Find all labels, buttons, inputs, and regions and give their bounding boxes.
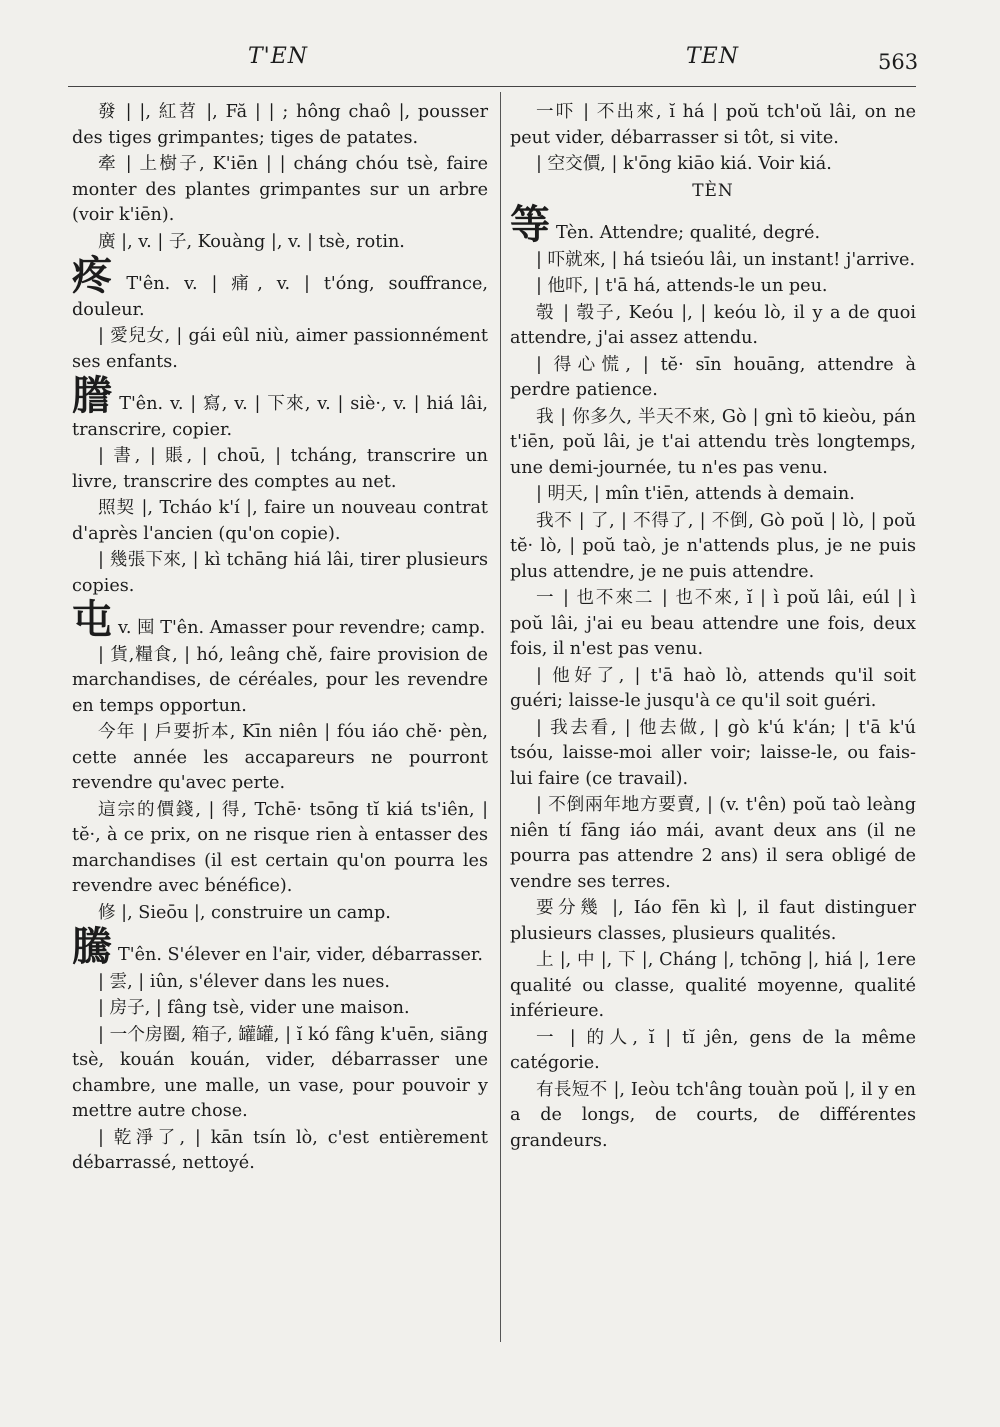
sub-entry: 發 | |, 紅苕 |, Fă | | ; hông chaô |, pousser des tiges grimpantes; tiges de patates. <box>72 102 488 148</box>
sub-entry: | 雲, | iûn, s'élever dans les nues. <box>98 971 391 992</box>
headword-entry <box>510 202 916 248</box>
sub-entry: | 吓就來, | há tsieóu lâi, un instant! j'arrive. <box>536 249 916 270</box>
sub-entry: | 得心慌, | tĕ· sīn houāng, attendre à perdre patience. <box>510 354 916 400</box>
headword-entry <box>72 597 488 643</box>
sub-entry: 一 | 的人, ĭ | tĭ jên, gens de la même catégorie. <box>510 1027 916 1073</box>
sub-entry: | 愛兒女, | gái eûl niù, aimer passionnément ses enfants. <box>72 326 488 372</box>
headword-character: 騰 <box>72 924 112 970</box>
sub-entry: 我 | 你多久, 半天不來, Gò | gnì tō kieòu, pán t'iēn, poŭ lâi, je t'ai attendu très longtemps, une demi-journée, tu n'es pas venu. <box>510 406 916 478</box>
sub-entry: 一 | 也不來二 | 也不來, ĭ | ì poŭ lâi, eúl | ì poŭ lâi, j'ai eu beau attendre une fois, deux fois, il n'est pas venu. <box>510 588 916 659</box>
sub-entry: 一吓 | 不出來, ĭ há | poŭ tch'oŭ lâi, on ne peut vider, débarrasser si tôt, si vite. <box>510 102 916 148</box>
sub-entry: | 明天, | mîn t'iēn, attends à demain. <box>536 484 855 504</box>
headword-entry <box>72 373 488 443</box>
sub-entry: | 一个房圈, 箱子, 罐罐, | ĭ kó fâng k'uēn, siāng tsè, kouán kouán, vider, débarrasser une chambre, une malle, un vase, pour pouvoir y mettre autre chose. <box>72 1024 488 1121</box>
sub-entry: 彀 | 彀子, Keóu |, | keóu lò, il y a de quoi attendre, j'ai assez attendu. <box>510 302 916 348</box>
sub-entry: | 我去看, | 他去做, | gò k'ú k'án; | t'ā k'ú tsóu, laisse-moi aller voir; laisse-le, ou fais-lui faire (ce travail). <box>510 717 916 789</box>
entry-text: T'ên. S'élever en l'air, vider, débarrasser. <box>118 945 483 965</box>
sub-entry: | 幾張下來, | kì tchāng hiá lâi, tirer plusieurs copies. <box>72 550 488 596</box>
sub-entry: | 他吓, | t'ā há, attends-le un peu. <box>536 276 828 296</box>
header-rule <box>68 86 916 87</box>
sub-entry: | 空交價, | k'ōng kiāo kiá. Voir kiá. <box>536 154 832 174</box>
headword-entry <box>72 924 488 970</box>
headword-character: 謄 <box>72 373 114 419</box>
section-heading: TÈN <box>692 180 734 201</box>
sub-entry: | 房子, | fâng tsè, vider une maison. <box>98 998 410 1018</box>
right-column <box>510 100 916 1155</box>
sub-entry: 我不 | 了, | 不得了, | 不倒, Gò poŭ | lò, | poŭ tĕ· lò, | poŭ taò, je n'attends plus, je ne puis plus attendre, je ne puis attendre. <box>510 510 916 582</box>
sub-entry: 有長短不 |, Ieòu tch'âng touàn poŭ |, il y en a de longs, de courts, de différentes grandeurs. <box>510 1079 916 1151</box>
page-number: 563 <box>878 50 919 74</box>
sub-entry: | 乾淨了, | kān tsín lò, c'est entièrement débarrassé, nettoyé. <box>72 1127 488 1173</box>
entry-text: T'ên. v. | 痛, v. | t'óng, souffrance, douleur. <box>72 274 488 320</box>
headword-character: 疼 <box>72 253 121 299</box>
sub-entry: | 不倒兩年地方要賣, | (v. t'ên) poŭ taò leàng niên tí fāng iáo mái, avant deux ans (il ne pourra pas attendre 2 ans) il sera obligé de vendre ses terres. <box>510 795 916 892</box>
sub-entry: | 貨,糧食, | hó, leâng chě, faire provision de marchandises, de céréales, pour les revendre en temps opportun. <box>72 644 488 716</box>
running-head-left: T'EN <box>248 44 309 69</box>
sub-entry: | 他好了, | t'ā haò lò, attends qu'il soit guéri; laisse-le jusqu'à ce qu'il soit guéri. <box>510 665 916 711</box>
sub-entry: 要分幾 |, Iáo fēn kì |, il faut distinguer plusieurs classes, plusieurs qualités. <box>510 898 916 944</box>
headword-character: 屯 <box>72 597 112 643</box>
headword-entry <box>72 253 488 323</box>
sub-entry: 廣 |, v. | 子, Kouàng |, v. | tsè, rotin. <box>98 231 405 252</box>
sub-entry: 修 |, Sieōu |, construire un camp. <box>98 902 391 923</box>
column-divider <box>500 92 501 1342</box>
headword-character: 等 <box>510 202 550 248</box>
sub-entry: 牽 | 上樹子, K'iēn | | cháng chóu tsè, faire monter des plantes grimpantes sur un arbre (voir k'iēn). <box>72 154 488 225</box>
sub-entry: 上 |, 中 |, 下 |, Cháng |, tchōng |, hiá |, 1ere qualité ou classe, qualité moyenne, qualité inférieure. <box>510 950 916 1021</box>
entry-text: Tèn. Attendre; qualité, degré. <box>556 223 821 243</box>
left-column <box>72 100 488 1178</box>
sub-entry: 這宗的價錢, | 得, Tchē· tsōng tĭ kiá ts'iên, | tĕ·, à ce prix, on ne risque rien à entasser des marchandises (il est certain qu'on pourra les revendre avec bénéfice). <box>72 799 488 896</box>
running-head-right: TEN <box>686 44 739 69</box>
entry-text: v. 囤 T'ên. Amasser pour revendre; camp. <box>118 618 486 638</box>
entry-text: T'ên. v. | 寫, v. | 下來, v. | siè·, v. | hiá lâi, transcrire, copier. <box>72 394 488 440</box>
sub-entry: 今年 | 戶要折本, Kīn niên | fóu iáo chĕ· pèn, cette année les accapareurs ne pourront revendre qu'avec perte. <box>72 722 488 793</box>
sub-entry: | 書, | 賬, | choū, | tcháng, transcrire un livre, transcrire des comptes au net. <box>72 446 488 492</box>
sub-entry: 照契 |, Tcháo k'í |, faire un nouveau contrat d'après l'ancien (qu'on copie). <box>72 498 488 544</box>
